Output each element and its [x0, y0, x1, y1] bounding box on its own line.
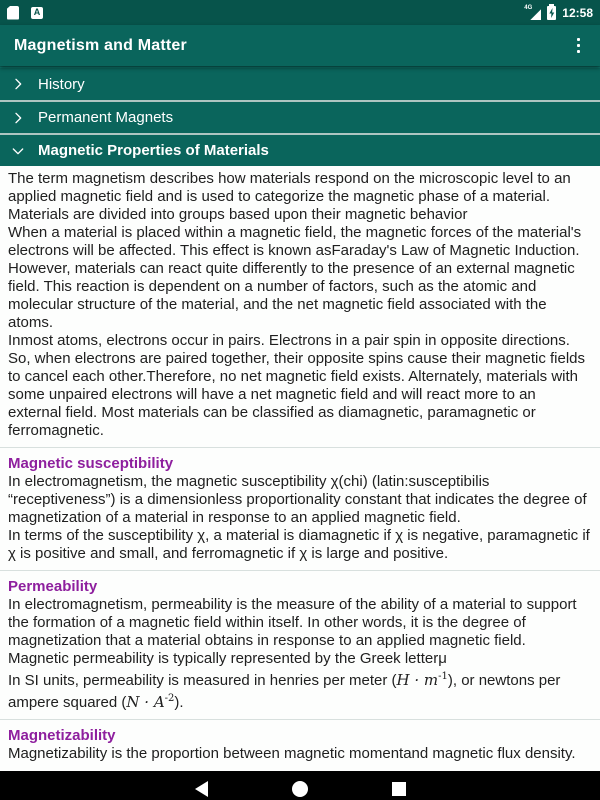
- accordion-content-magnetic-properties[interactable]: [0, 166, 600, 771]
- math-newtons-per-ampere: N · A: [126, 693, 165, 711]
- app-bar: [0, 25, 600, 66]
- charging-bolt-icon: [548, 8, 555, 18]
- text-run: ).: [174, 694, 184, 711]
- accordion-label: Magnetic Properties of Materials: [38, 142, 269, 159]
- navigation-bar: [0, 771, 600, 800]
- section-divider: [0, 447, 600, 448]
- chevron-right-icon: [10, 110, 26, 126]
- status-bar-left: [7, 6, 43, 20]
- chevron-down-icon: [10, 143, 26, 159]
- intro-paragraph: Inmost atoms, electrons occur in pairs. Electrons in a pair spin in opposite directions. So, when electrons are paired together, their opposite spins cause their magnetic fields to cancel each other.Therefore, no net magnetic field exists. Alternately, materials with some unpaired electrons will have a net magnetic field and will react more to an external field. Most materials can be classified as diamagnetic, paramagnetic or ferromagnetic.: [8, 332, 586, 439]
- section-paragraph: Magnetic permeability is typically represented by the Greek letterμ: [8, 650, 447, 667]
- section-divider: [0, 570, 600, 571]
- status-bar-right: [524, 5, 593, 20]
- section-paragraph: In electromagnetism, permeability is the measure of the ability of a material to support the formation of a magnetic field within itself. In other words, it is the degree of magnetization that a material obtains in response to an applied magnetic field.: [8, 596, 577, 649]
- battery-charging-icon: [547, 6, 556, 20]
- section-magnetic-susceptibility: [8, 454, 592, 563]
- app-notification-icon: A: [31, 7, 43, 19]
- text-run: ), or newtons per ampere squared (: [8, 672, 561, 711]
- chevron-right-icon: [10, 76, 26, 92]
- cellular-4g-icon: [524, 5, 541, 20]
- section-permeability: [8, 577, 592, 712]
- section-title: Permeability: [8, 578, 98, 595]
- intro-paragraph: When a material is placed within a magnetic field, the magnetic forces of the material's electrons will be affected. This effect is known asFaraday's Law of Magnetic Induction. However, materials can react quite differently to the presence of an external magnetic field. This reaction is dependent on a number of factors, such as the atomic and molecular structure of the material, and the net magnetic field associated with the atoms.: [8, 224, 582, 331]
- accordion-item-magnetic-properties[interactable]: [0, 133, 600, 166]
- intro-paragraph: The term magnetism describes how materials respond on the microscopic level to an applied magnetic field and is used to categorize the magnetic phase of a material. Materials are divided into groups based upon their magnetic behavior: [8, 170, 571, 223]
- math-henries-per-meter: H · m: [396, 671, 439, 689]
- network-type-label: 4G: [524, 5, 533, 11]
- section-paragraph: Magnetizability is the proportion between magnetic momentand magnetic flux density.: [8, 745, 576, 762]
- home-icon[interactable]: [292, 781, 308, 797]
- text-run: In SI units, permeability is measured in henries per meter (: [8, 672, 397, 689]
- section-paragraph: In electromagnetism, the magnetic susceptibility χ(chi) (latin:susceptibilis “receptiveness”) is a dimensionless proportionality constant that indicates the degree of magnetization of a material in response to an applied magnetic field.: [8, 473, 587, 526]
- clock: 12:58: [562, 5, 593, 20]
- page-title: Magnetism and Matter: [14, 36, 187, 54]
- section-title: Magnetic susceptibility: [8, 455, 174, 472]
- accordion-item-permanent-magnets[interactable]: [0, 100, 600, 133]
- math-exponent: -2: [164, 693, 175, 704]
- accordion-label: History: [38, 75, 85, 93]
- section-title: Magnetizability: [8, 727, 116, 744]
- math-exponent: -1: [438, 671, 448, 682]
- overflow-menu-icon[interactable]: [571, 34, 586, 57]
- section-paragraph: In terms of the susceptibility χ, a material is diamagnetic if χ is negative, paramagnetic if χ is positive and small, and ferromagnetic if χ is large and positive.: [8, 527, 590, 562]
- recents-icon[interactable]: [392, 782, 406, 796]
- accordion-item-history[interactable]: [0, 67, 600, 100]
- status-bar: [0, 0, 600, 25]
- section-paragraph-si-units: [8, 668, 592, 712]
- accordion-label: Permanent Magnets: [38, 109, 174, 126]
- section-divider: [0, 719, 600, 720]
- note-icon: [7, 6, 19, 20]
- back-icon[interactable]: [195, 781, 208, 797]
- section-magnetizability: [8, 726, 592, 763]
